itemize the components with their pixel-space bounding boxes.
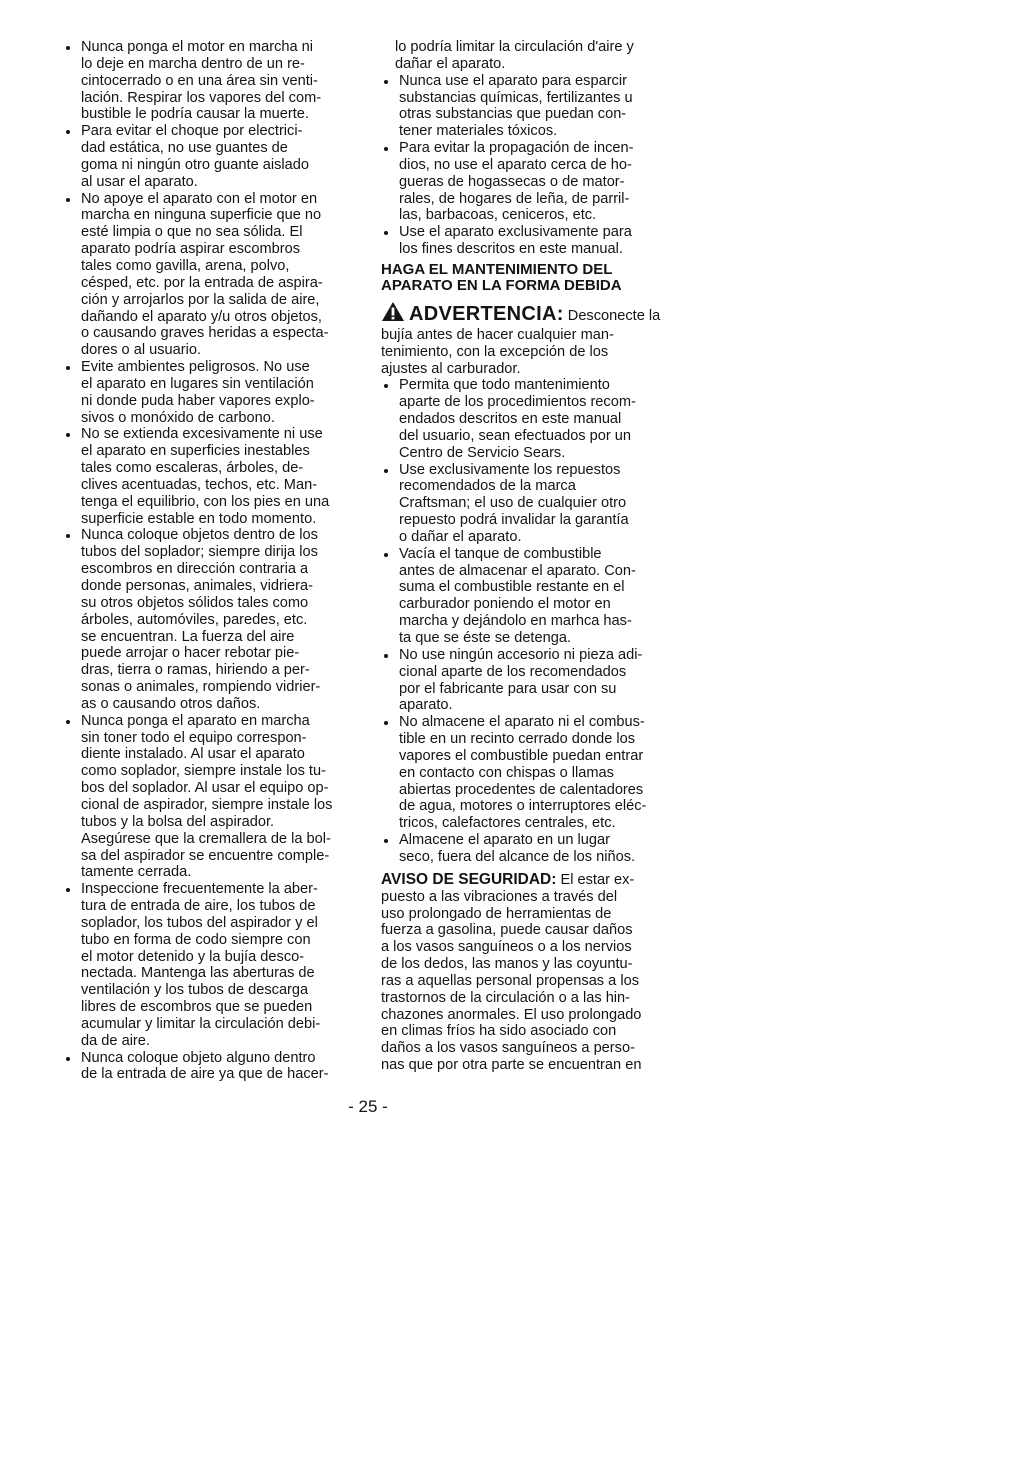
list-item-text: Permita que todo mantenimiento aparte de los procedimientos recom- endados descritos en este manual del usuario, sean efectuados por un Centro de Servicio Sears. (399, 377, 636, 461)
right-column (381, 39, 673, 1074)
list-item-text: Para evitar el choque por electrici- dad estática, no use guantes de goma ni ningún otro guante aislado al usar el aparato. (81, 123, 309, 190)
warning-triangle-icon (381, 301, 405, 327)
list-item (63, 191, 359, 359)
list-item-text: No almacene el aparato ni el combus- tible en un recinto cerrado donde los vapores el combustible puedan entrar en contacto con chispas o llamas abiertas procedentes de calentadores de agua, motores o interruptores eléc- tricos, calefactores centrales, etc. (399, 714, 647, 832)
bullet-icon (384, 469, 388, 473)
bullet-icon (66, 366, 70, 370)
list-item-text: Evite ambientes peligrosos. No use el aparato en lugares sin ventilación ni donde puda haber vapores explo- sivos o monóxido de carbono. (81, 359, 315, 426)
list-item (63, 426, 359, 527)
safety-bullet-list-continued (381, 73, 673, 258)
section-heading: HAGA EL MANTENIMIENTO DEL APARATO EN LA FORMA DEBIDA (381, 260, 622, 295)
list-item (381, 647, 673, 714)
bullet-icon (384, 80, 388, 84)
list-item-text: No use ningún accesorio ni pieza adi- cional aparte de los recomendados por el fabricante para usar con su aparato. (399, 646, 643, 714)
list-item (63, 123, 359, 190)
list-item (381, 73, 673, 140)
bullet-icon (66, 198, 70, 202)
bullet-icon (384, 553, 388, 557)
bullet-icon (66, 534, 70, 538)
list-item (381, 224, 673, 258)
bullet-icon (66, 1057, 70, 1061)
warning-paragraph (381, 301, 673, 377)
continuation-text: lo podría limitar la circulación d'aire y dañar el aparato. (395, 39, 634, 72)
list-item (381, 832, 673, 866)
list-item-text: Nunca coloque objetos dentro de los tubos del soplador; siempre dirija los escombros en dirección contraria a donde personas, animales, vidriera- su otros objetos sólidos tales como árboles, automóviles, paredes, etc. se encuentran. La fuerza del aire puede arrojar o hacer rebotar pie- dras, tierra o ramas, hiriendo a per- sonas o animales, rompiendo vidrier- as o causando otros daños. (81, 527, 321, 712)
list-item-text: Para evitar la propagación de incen- dios, no use el aparato cerca de ho- gueras de hogassecas o de mator- rales, de hogares de leña, de parril- las, barbacoas, ceniceros, etc. (399, 140, 634, 224)
maintenance-bullet-list (381, 377, 673, 865)
list-item (381, 714, 673, 832)
list-item-text: Nunca use el aparato para esparcir substancias químicas, fertilizantes u otras substancias que puedan con- tener materiales tóxicos. (399, 72, 633, 140)
list-item (63, 881, 359, 1049)
list-item (63, 1050, 359, 1084)
safety-notice-paragraph (381, 872, 673, 1074)
list-item-text: Nunca ponga el motor en marcha ni lo deje en marcha dentro de un re- cintocerrado o en una área sin venti- lación. Respirar los vapores del com- bustible le podría causar la muerte. (81, 39, 322, 123)
safety-notice-text: El estar ex- puesto a las vibraciones a través del uso prolongado de herramientas de fuerza a gasolina, puede causar daños a los vasos sanguíneos o a los nervios de los dedos, las manos y las coyuntu- ras a aquellas personal propensas a los trastornos de la circulación o a las hin- chazones anormales. El uso prolongado en climas fríos ha sido asociado con daños a los vasos sanguíneos a perso- nas que por otra parte se encuentran en (381, 871, 642, 1074)
list-item-text: Nunca ponga el aparato en marcha sin toner todo el equipo correspon- diente instalado. Al usar el aparato como soplador, siempre instale los tu- bos del soplador. Al usar el equipo op- cional de aspirador, siempre instale los tubos y la bolsa del aspirador. Asegúrese que la cremallera de la bol- sa del aspirador se encuentre comple- tamente cerrada. (81, 712, 333, 881)
left-column (63, 39, 359, 1083)
list-item (381, 140, 673, 224)
bullet-icon (384, 147, 388, 151)
list-item-text: Inspeccione frecuentemente la aber- tura de entrada de aire, los tubos de soplador, los tubos del aspirador y el tubo en forma de codo siempre con el motor detenido y la bujía desco- nectada. Mantenga las aberturas de ventilación y los tubos de descarga libres de escombros que se pueden acumular y limitar la circulación debi- da de aire. (81, 881, 321, 1049)
warning-label: ADVERTENCIA: (409, 302, 564, 325)
bullet-icon (66, 720, 70, 724)
bullet-icon (66, 130, 70, 134)
list-item (381, 377, 673, 461)
page-number: - 25 - (348, 1097, 388, 1116)
list-item (63, 359, 359, 426)
list-item-text: No apoye el aparato con el motor en marcha en ninguna superficie que no esté limpia o que no sea sólida. El aparato podría aspirar escombros tales como gavilla, arena, polvo, césped, etc. por la entrada de aspira- ción y arrojarlos por la salida de aire, dañando el aparato y/u otros objetos, o causando graves heridas a especta- dores o al usuario. (81, 190, 329, 359)
bullet-icon (384, 839, 388, 843)
list-item-text: Almacene el aparato en un lugar seco, fuera del alcance de los niños. (399, 832, 636, 865)
bullet-icon (384, 231, 388, 235)
bullet-icon (66, 433, 70, 437)
bullet-icon (384, 384, 388, 388)
list-item-text: Vacía el tanque de combustible antes de almacenar el aparato. Con- suma el combustible restante en el carburador poniendo el motor en marcha y dejándolo en marhca has- ta que se éste se detenga. (399, 545, 636, 646)
bullet-icon (66, 46, 70, 50)
warning-text: Desconecte la bujía antes de hacer cualquier man- tenimiento, con la excepción de los ajustes al carburador. (381, 307, 661, 377)
list-item-text: No se extienda excesivamente ni use el aparato en superficies inestables tales como escaleras, árboles, de- clives acentuadas, techos, etc. Man- tenga el equilibrio, con los pies en una superficie estable en todo momento. (81, 426, 330, 527)
safety-notice-label: AVISO DE SEGURIDAD: (381, 870, 557, 888)
list-item-text: Use exclusivamente los repuestos recomendados de la marca Craftsman; el uso de cualquier otro repuesto podrá invalidar la garantía o dañar el aparato. (399, 461, 629, 545)
list-item-text: Use el aparato exclusivamente para los fines descritos en este manual. (399, 224, 632, 258)
list-item (63, 527, 359, 712)
list-item-text: Nunca coloque objeto alguno dentro de la entrada de aire ya que de hacer- (81, 1049, 329, 1083)
list-item (381, 546, 673, 647)
safety-bullet-list (63, 39, 359, 1083)
bullet-icon (66, 888, 70, 892)
bullet-icon (384, 721, 388, 725)
list-item (381, 462, 673, 546)
list-item (63, 713, 359, 881)
list-item (63, 39, 359, 123)
bullet-icon (384, 654, 388, 658)
